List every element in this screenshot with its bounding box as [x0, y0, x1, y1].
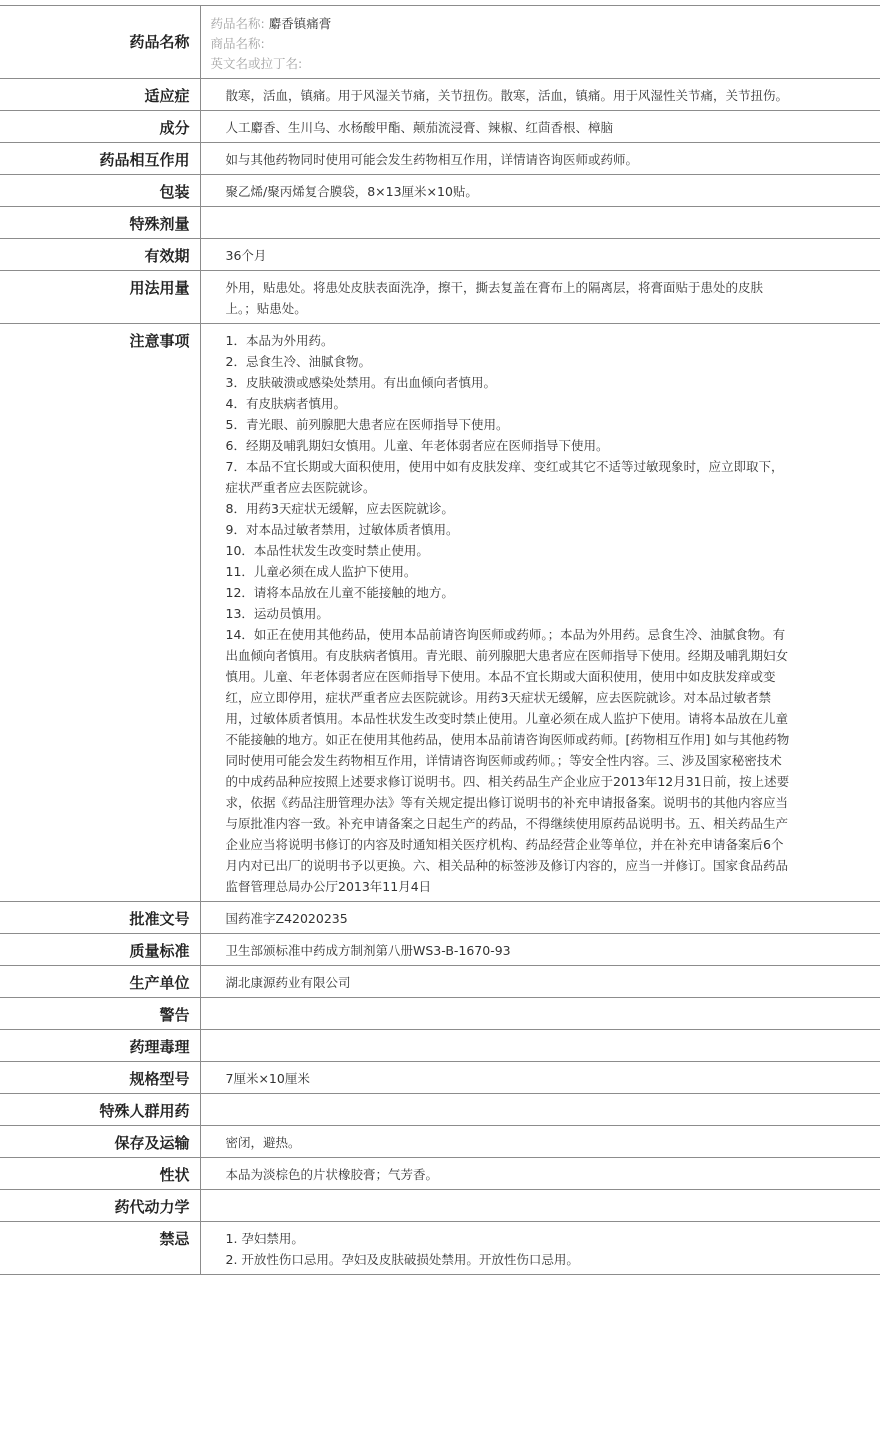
appearance-label: 性状 [0, 1158, 200, 1190]
manufacturer-label: 生产单位 [0, 966, 200, 998]
precaution-item: 5．青光眼、前列腺肥大患者应在医师指导下使用。 [225, 417, 509, 432]
row-special-dosage [0, 207, 880, 239]
precaution-item: 3．皮肤破溃或感染处禁用。有出血倾向者慎用。 [225, 375, 496, 390]
row-manufacturer [0, 966, 880, 998]
row-drug-name [0, 6, 880, 79]
storage-label: 保存及运输 [0, 1126, 200, 1158]
contraindication-item: 2. 开放性伤口忌用。孕妇及皮肤破损处禁用。开放性伤口忌用。 [225, 1252, 579, 1267]
row-packaging [0, 175, 880, 207]
specification-value: 7厘米×10厘米 [200, 1062, 880, 1094]
precaution-item: 2．忌食生冷、油腻食物。 [225, 354, 371, 369]
row-special-population [0, 1094, 880, 1126]
pharmacokinetics-value [200, 1190, 880, 1222]
row-specification [0, 1062, 880, 1094]
precaution-item: 9．对本品过敏者禁用，过敏体质者慎用。 [225, 522, 459, 537]
precautions-list [200, 324, 880, 902]
special-dosage-value [200, 207, 880, 239]
appearance-value: 本品为淡棕色的片状橡胶膏；气芳香。 [200, 1158, 880, 1190]
contraindications-list [200, 1222, 880, 1275]
row-warning [0, 998, 880, 1030]
precautions-label: 注意事项 [0, 324, 200, 902]
indication-value: 散寒，活血，镇痛。用于风湿关节痛，关节扭伤。散寒，活血，镇痛。用于风湿性关节痛，关节扭伤。 [200, 79, 880, 111]
contraindication-item: 1. 孕妇禁用。 [225, 1231, 304, 1246]
contraindications-label: 禁忌 [0, 1222, 200, 1275]
row-pharmacokinetics [0, 1190, 880, 1222]
drug-spec-table [0, 5, 880, 1275]
row-appearance [0, 1158, 880, 1190]
quality-standard-value: 卫生部颁标准中药成方制剂第八册WS3-B-1670-93 [200, 934, 880, 966]
quality-standard-label: 质量标准 [0, 934, 200, 966]
specification-label: 规格型号 [0, 1062, 200, 1094]
usage-label: 用法用量 [0, 271, 200, 324]
usage-value: 外用，贴患处。将患处皮肤表面洗净，擦干，撕去复盖在膏布上的隔离层，将膏面贴于患处的皮肤上。；贴患处。 [200, 271, 880, 324]
special-dosage-label: 特殊剂量 [0, 207, 200, 239]
pharmacology-label: 药理毒理 [0, 1030, 200, 1062]
validity-label: 有效期 [0, 239, 200, 271]
row-approval-number [0, 902, 880, 934]
row-contraindications [0, 1222, 880, 1275]
generic-name-value: 麝香镇痛膏 [268, 16, 332, 31]
drug-name-block [200, 6, 880, 79]
validity-value: 36个月 [200, 239, 880, 271]
interactions-label: 药品相互作用 [0, 143, 200, 175]
storage-value: 密闭，避热。 [200, 1126, 880, 1158]
approval-number-label: 批准文号 [0, 902, 200, 934]
warning-label: 警告 [0, 998, 200, 1030]
generic-name-line [211, 14, 861, 34]
packaging-label: 包装 [0, 175, 200, 207]
pharmacology-value [200, 1030, 880, 1062]
english-name-label: 英文名或拉丁名: [210, 56, 303, 71]
ingredients-value: 人工麝香、生川乌、水杨酸甲酯、颠茄流浸膏、辣椒、红茴香根、樟脑 [200, 111, 880, 143]
generic-name-label: 药品名称: [210, 16, 265, 31]
row-pharmacology [0, 1030, 880, 1062]
precaution-item: 1．本品为外用药。 [225, 333, 334, 348]
precaution-item: 6．经期及哺乳期妇女慎用。儿童、年老体弱者应在医师指导下使用。 [225, 438, 609, 453]
precaution-item: 13．运动员慎用。 [225, 606, 329, 621]
drug-name-label: 药品名称 [0, 6, 200, 79]
precaution-item: 8．用药3天症状无缓解，应去医院就诊。 [225, 501, 454, 516]
precaution-item: 10．本品性状发生改变时禁止使用。 [225, 543, 429, 558]
row-quality-standard [0, 934, 880, 966]
row-interactions [0, 143, 880, 175]
packaging-value: 聚乙烯/聚丙烯复合膜袋，8×13厘米×10贴。 [200, 175, 880, 207]
row-validity [0, 239, 880, 271]
trade-name-label: 商品名称: [210, 36, 265, 51]
manufacturer-value: 湖北康源药业有限公司 [200, 966, 880, 998]
special-population-value [200, 1094, 880, 1126]
precaution-item: 14．如正在使用其他药品，使用本品前请咨询医师或药师。；本品为外用药。忌食生冷、油腻食物。有出血倾向者慎用。有皮肤病者慎用。青光眼、前列腺肥大患者应在医师指导下使用。经期及哺乳期妇女慎用。儿童、年老体弱者应在医师指导下使用。本品不宜长期或大面积使用，使用中如皮肤发痒或变红，应立即停用，症状严重者应去医院就诊。用药3天症状无缓解，应去医院就诊。对本品过敏者禁用，过敏体质者慎用。本品性状发生改变时禁止使用。儿童必须在成人监护下使用。请将本品放在儿童不能接触的地方。如正在使用其他药品，使用本品前请咨询医师或药师。[药物相互作用] 如与其他药物同时使用可能会发生药物相互作用，详情请咨询医师或药师。；等安全性内容。三、涉及国家秘密技术的中成药品种应按照上述要求修订说明书。四、相关药品生产企业应于2013年12月31日前，按上述要求，依据《药品注册管理办法》等有关规定提出修订说明书的补充申请报备案。说明书的其他内容应当与原批准内容一致。补充申请备案之日起生产的药品，不得继续使用原药品说明书。五、相关药品生产企业应当将说明书修订的内容及时通知相关医疗机构、药品经营企业等单位，并在补充申请备案后6个月内对已出厂的说明书予以更换。六、相关品种的标签涉及修订内容的，应当一并修订。国家食品药品监督管理总局办公厅2013年11月4日 [225, 627, 790, 894]
row-ingredients [0, 111, 880, 143]
approval-number-value: 国药准字Z42020235 [200, 902, 880, 934]
row-indication [0, 79, 880, 111]
pharmacokinetics-label: 药代动力学 [0, 1190, 200, 1222]
row-usage [0, 271, 880, 324]
interactions-value: 如与其他药物同时使用可能会发生药物相互作用，详情请咨询医师或药师。 [200, 143, 880, 175]
precaution-item: 4．有皮肤病者慎用。 [225, 396, 346, 411]
ingredients-label: 成分 [0, 111, 200, 143]
special-population-label: 特殊人群用药 [0, 1094, 200, 1126]
precaution-item: 12．请将本品放在儿童不能接触的地方。 [225, 585, 454, 600]
indication-label: 适应症 [0, 79, 200, 111]
warning-value [200, 998, 880, 1030]
precaution-item: 7．本品不宜长期或大面积使用，使用中如有皮肤发痒、变红或其它不适等过敏现象时，应立即取下，症状严重者应去医院就诊。 [225, 459, 784, 495]
row-precautions [0, 324, 880, 902]
precaution-item: 11．儿童必须在成人监护下使用。 [225, 564, 417, 579]
row-storage [0, 1126, 880, 1158]
